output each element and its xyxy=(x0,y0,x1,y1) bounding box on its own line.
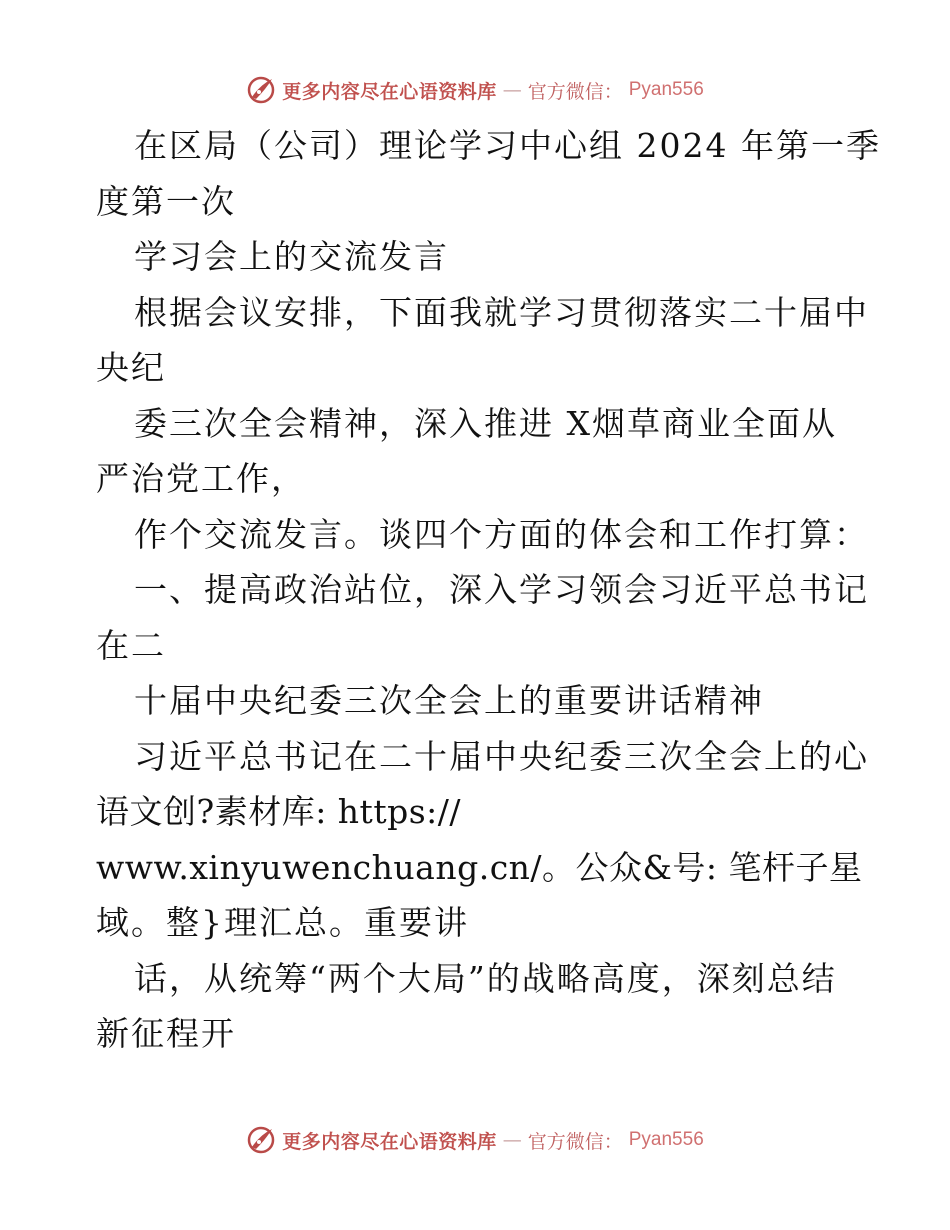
footer-wechat-label: 官方微信： xyxy=(527,1130,623,1153)
doc-line-15: 域。整}理汇总。重要讲 xyxy=(96,903,469,942)
doc-line-1: 在区局（公司）理论学习中心组 2024 年第一季 xyxy=(134,126,881,165)
header-wechat-id: Pyan556 xyxy=(628,79,704,100)
header-banner-inner xyxy=(246,75,704,105)
footer-banner-inner xyxy=(246,1125,704,1155)
footer-wechat-id: Pyan556 xyxy=(628,1129,704,1150)
doc-line-12: 习近平总书记在二十届中央纪委三次全会上的心 xyxy=(134,736,869,776)
quill-pen-logo-icon xyxy=(246,75,276,105)
doc-line-10: 在二 xyxy=(96,625,166,665)
footer-banner-dash: — xyxy=(502,1129,522,1151)
header-banner xyxy=(0,70,950,110)
footer-banner-text: 更多内容尽在心语资料库 xyxy=(282,1130,497,1153)
doc-line-9: 一、提高政治站位，深入学习领会习近平总书记 xyxy=(134,570,869,609)
doc-line-16: 话，从统筹“两个大局”的战略高度，深刻总结 xyxy=(134,958,837,998)
doc-line-4: 根据会议安排，下面我就学习贯彻落实二十届中 xyxy=(134,292,869,332)
header-wechat-label: 官方微信： xyxy=(527,80,623,103)
doc-line-3: 学习会上的交流发言 xyxy=(134,237,449,276)
doc-line-8: 作个交流发言。谈四个方面的体会和工作打算： xyxy=(134,514,869,554)
quill-pen-logo-icon xyxy=(246,1125,276,1155)
doc-line-6: 委三次全会精神，深入推进 X烟草商业全面从 xyxy=(134,403,837,443)
doc-line-2: 度第一次 xyxy=(96,181,236,221)
doc-line-17: 新征程开 xyxy=(96,1014,236,1053)
doc-line-5: 央纪 xyxy=(96,348,166,387)
header-banner-text: 更多内容尽在心语资料库 xyxy=(282,80,497,103)
doc-line-13: 语文创?素材库: https:// xyxy=(96,792,461,831)
doc-line-7: 严治党工作， xyxy=(96,459,306,498)
doc-line-11: 十届中央纪委三次全会上的重要讲话精神 xyxy=(134,681,764,720)
doc-line-14: www.xinyuwenchuang.cn/。公众&号: 笔杆子星 xyxy=(96,847,863,887)
footer-banner xyxy=(0,1120,950,1160)
header-banner-dash: — xyxy=(502,79,522,101)
document-body xyxy=(96,118,881,1062)
